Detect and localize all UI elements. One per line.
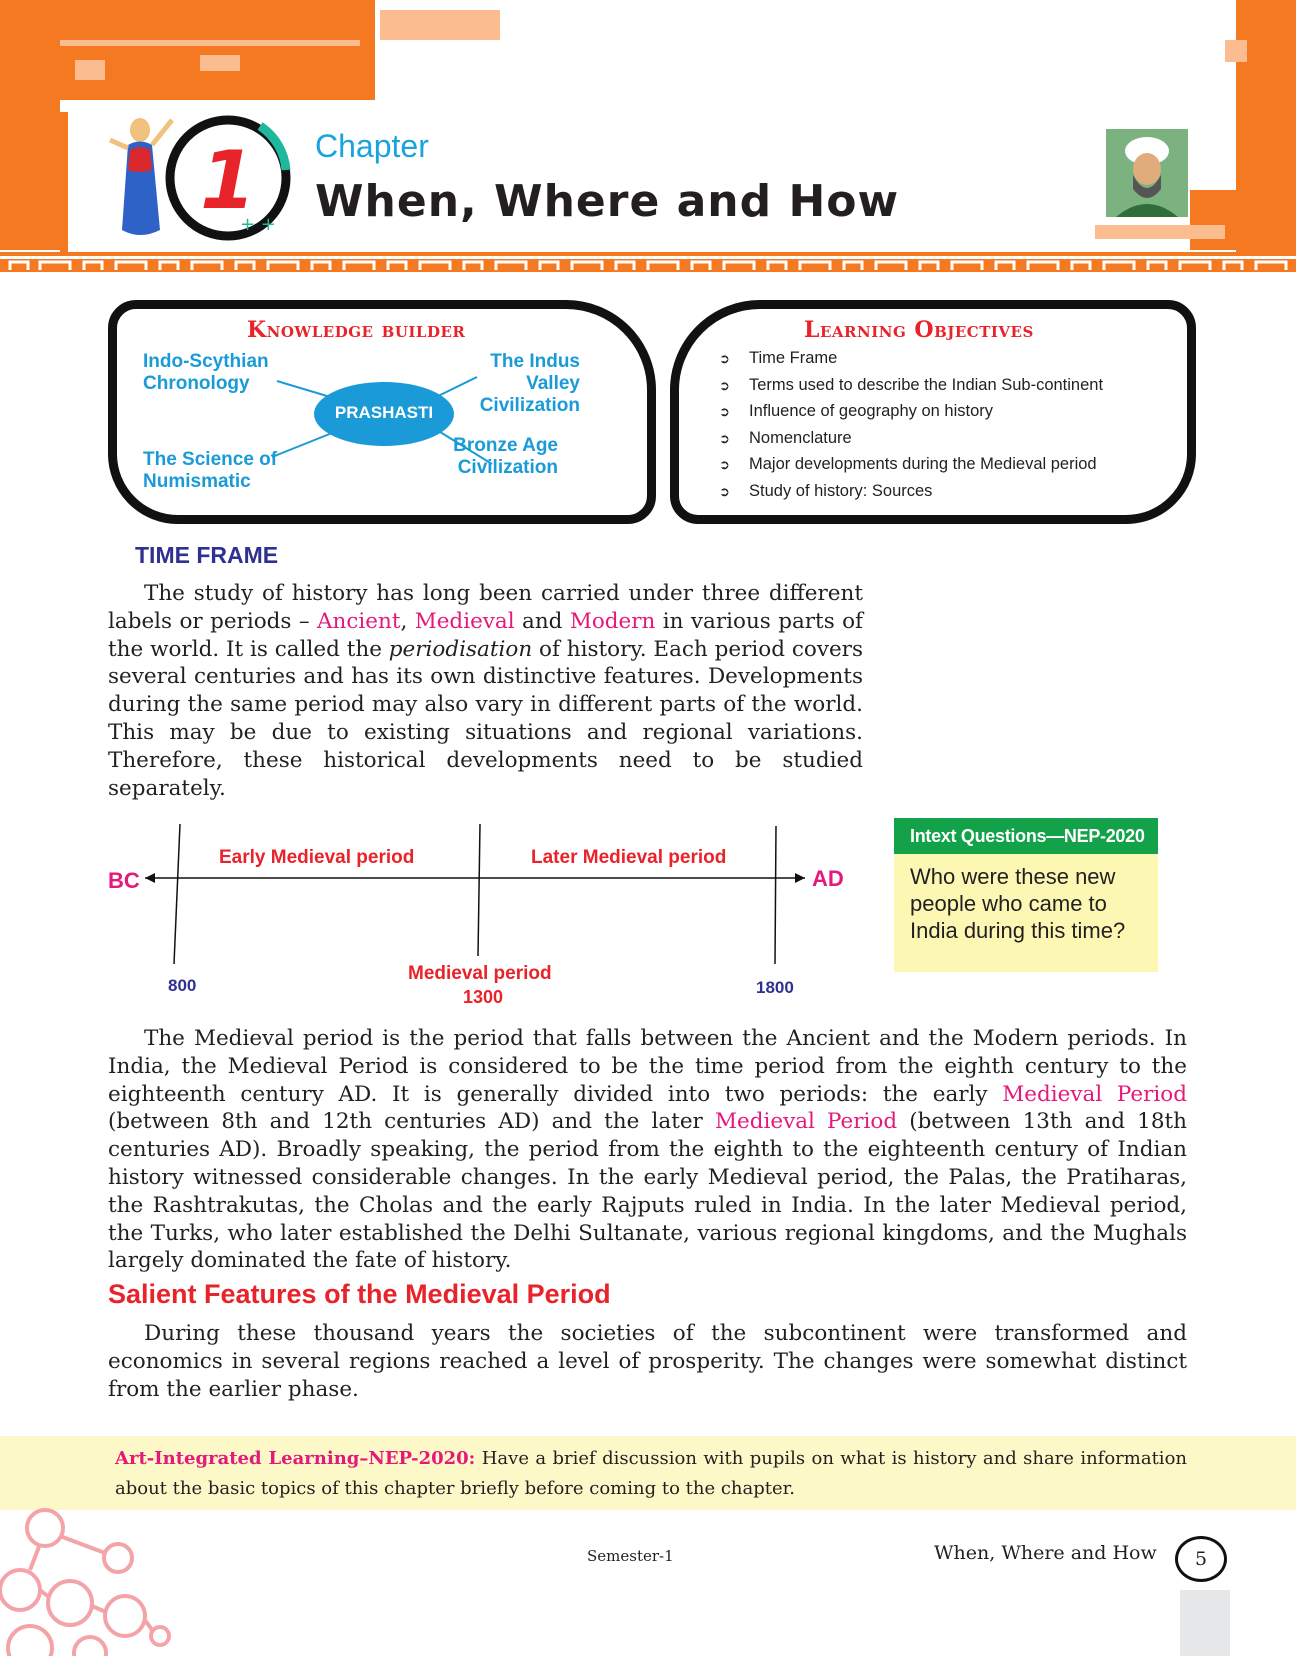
kb-item: The Science of Numismatic: [143, 449, 278, 492]
chapter-number: 1: [200, 134, 256, 227]
early-period-label: Early Medieval period: [219, 847, 415, 868]
intext-question: Who were these new people who came to India during this time?: [910, 864, 1126, 943]
year-1800: 1800: [756, 978, 794, 997]
list-item: ➲ Nomenclature: [719, 425, 1103, 452]
list-item: ➲ Study of history: Sources: [719, 478, 1103, 505]
arrow-bullet-icon: ➲: [719, 351, 730, 366]
list-item: ➲ Time Frame: [719, 345, 1103, 372]
arrow-bullet-icon: ➲: [719, 377, 730, 393]
kb-item: Bronze Age Civilization: [453, 435, 558, 478]
svg-text:+ +: + +: [240, 214, 276, 235]
knowledge-builder-title: Knowledge builder: [247, 317, 466, 343]
learning-objectives-title: Learning Objectives: [804, 317, 1034, 343]
intext-heading: Intext Questions—NEP-2020: [894, 818, 1158, 854]
arrow-bullet-icon: ➲: [719, 457, 730, 472]
footer-title: When, Where and How: [934, 1542, 1157, 1564]
kb-item: Indo-Scythian Chronology: [143, 351, 269, 394]
art-integrated-band: [0, 1436, 1296, 1510]
timeline-ad: AD: [812, 866, 844, 891]
arrow-bullet-icon: ➲: [719, 404, 730, 419]
arrow-bullet-icon: ➲: [719, 483, 730, 499]
salient-features-heading: Salient Features of the Medieval Period: [108, 1279, 611, 1309]
portrait-illustration-icon: [1106, 129, 1188, 217]
learning-objectives-box: [670, 300, 1196, 524]
list-item: ➲ Terms used to describe the Indian Sub-continent: [719, 372, 1103, 399]
year-800: 800: [168, 976, 197, 995]
time-frame-paragraph: The study of history has long been carried under three different labels or periods – Ancient, Medieval and Modern in various parts of the world. It is called the periodisation of history. Each period covers several centuries and has its own distinctive features. Developments during the same period may also vary in different parts of the world. This may be due to existing situations and regional variations. Therefore, these historical developments need to be studied separately.: [108, 581, 864, 801]
arrow-bullet-icon: ➲: [719, 430, 730, 446]
salient-paragraph: During these thousand years the societies of the subcontinent were transformed and economics in several regions reached a level of prosperity. The changes were somewhat distinct from the earlier phase.: [108, 1321, 1187, 1402]
timeline-bc: BC: [108, 868, 140, 893]
chapter-label: Chapter: [315, 128, 429, 164]
molecule-decoration-icon: [0, 1508, 175, 1656]
art-integrated-text: Art-Integrated Learning–NEP-2020: Have a brief discussion with pupils on what is history and share information about the basic topics of this chapter briefly before coming to the chapter.: [115, 1448, 1187, 1499]
medieval-paragraph: The Medieval period is the period that falls between the Ancient and the Modern periods. In India, the Medieval Period is considered to be the time period from the eighth century to the eighteenth century AD. It is generally divided into two periods: the early Medieval Period (between 8th and 12th centuries AD) and the later Medieval Period (between 13th and 18th centuries AD). Broadly speaking, the period from the eighth to the eighteenth century of Indian history witnessed considerable changes. In the early Medieval period, the Palas, the Pratiharas, the Rashtrakutas, the Cholas and the early Rajputs ruled in India. In the later Medieval period, the Turks, who later established the Delhi Sultanate, various regional kingdoms, and the Mughals largely dominated the fate of history.: [108, 1026, 1187, 1274]
knowledge-builder-box: [108, 300, 656, 524]
kb-item: The Indus Valley Civilization: [479, 351, 580, 416]
knowledge-center: PRASHASTI: [334, 403, 434, 422]
intext-questions-box: [894, 818, 1158, 972]
chapter-title: When, Where and How: [315, 176, 900, 227]
later-period-label: Later Medieval period: [531, 847, 727, 868]
page-number: 5: [1175, 1536, 1227, 1582]
time-frame-heading: TIME FRAME: [135, 542, 279, 568]
chapter-emblem: [100, 100, 300, 250]
footer-semester: Semester-1: [587, 1547, 674, 1565]
year-1300: 1300: [463, 987, 504, 1007]
objectives-list: [719, 345, 1103, 504]
list-item: ➲ Influence of geography on history: [719, 398, 1103, 425]
list-item: ➲ Major developments during the Medieval period: [719, 451, 1103, 478]
dancer-illustration-icon: [110, 118, 172, 235]
medieval-period-label: Medieval period: [408, 963, 552, 984]
